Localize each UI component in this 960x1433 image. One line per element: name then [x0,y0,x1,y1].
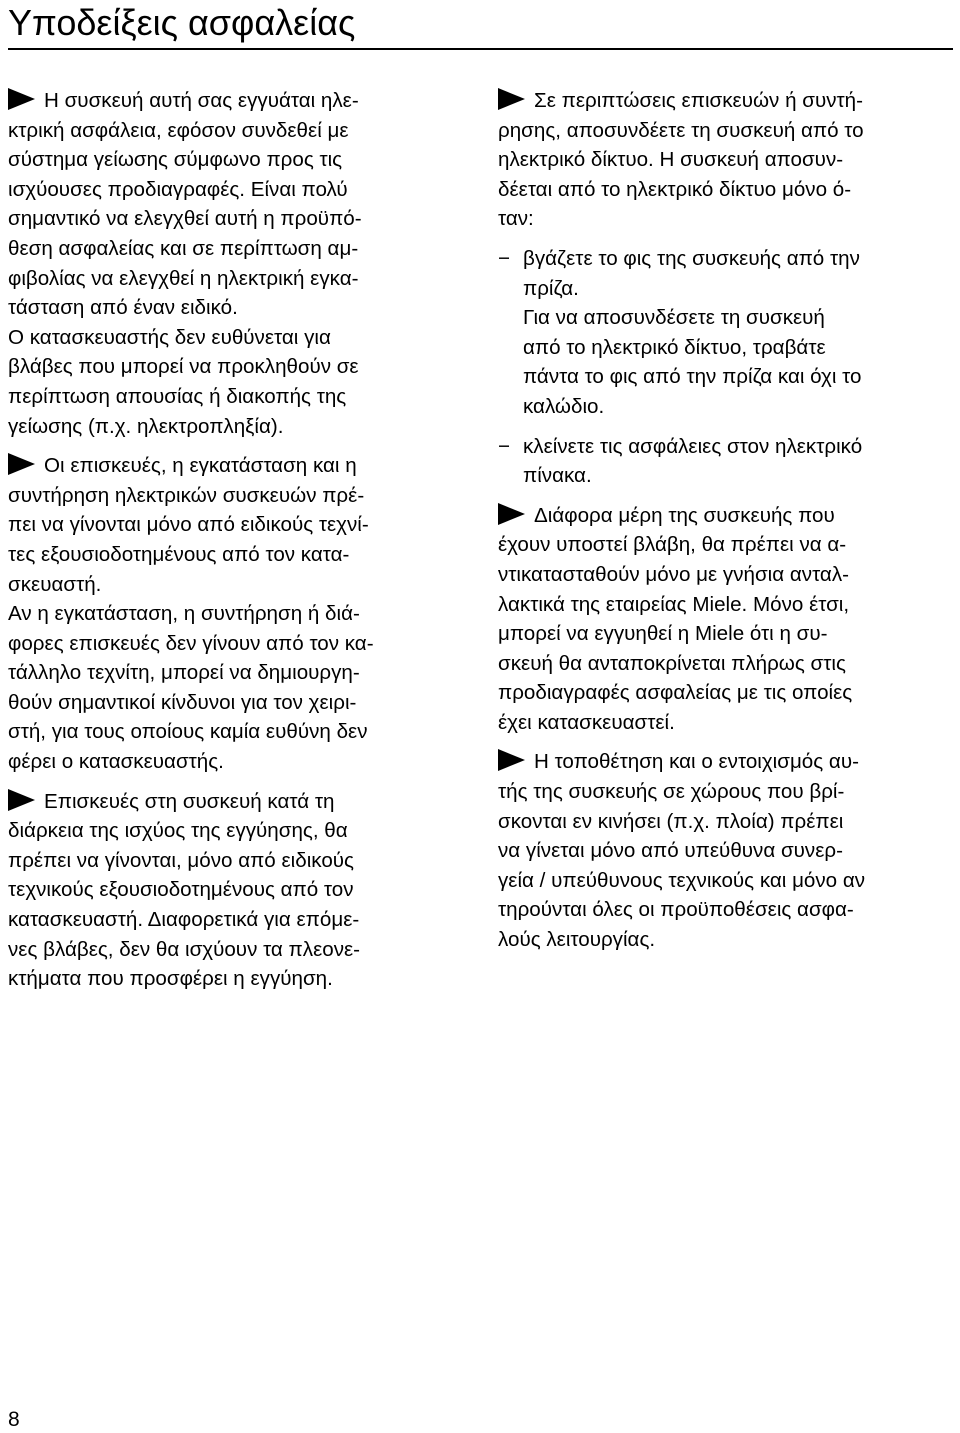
page-number: 8 [8,1408,20,1431]
bullet-triangle-icon [498,88,525,110]
safety-paragraph-spare-parts: Διάφορα μέρη της συσκευής που έχουν υποστεί βλάβη, θα πρέπει να α- ντικατασταθούν μόνο με γνήσια ανταλ- λακτικά της εταιρείας Miele. Μόνο έτσι, μπορεί να εγγυηθεί η Miele ότι η συ- σκευή θα ανταποκρίνεται πλήρως στις προδιαγραφές ασφαλείας με τις οποίες έχει κατασκευαστεί. [498,503,853,734]
page-title: Υποδείξεις ασφαλείας [8,2,356,43]
left-column [8,86,468,1004]
bullet-triangle-icon [8,789,35,811]
safety-paragraph-mobile-installation: Η τοποθέτηση και ο εντοιχισμός αυ- τής της συσκευής σε χώρους που βρί- σκονται εν κινήσει (π.χ. πλοία) πρέπει να γίνεται μόνο από υπεύθυνα συνερ- γεία / υπεύθυνους τεχνικούς και μόνο αν τηρούνται όλες οι προϋποθέσεις ασφα- λούς λειτουργίας. [498,750,866,952]
dash-list-item: − κλείνετε τις ασφάλειες στον ηλεκτρικό πίνακα. [498,432,953,491]
right-column [498,86,953,965]
safety-paragraph-warranty: Επισκευές στη συσκευή κατά τη διάρκεια της ισχύος της εγγύησης, θα πρέπει να γίνονται, μόνο από ειδικούς τεχνικούς εξουσιοδοτημένους από τον κατασκευαστή. Διαφορετικά για επόμε- νες βλάβες, δεν θα ισχύουν τα πλεονε- κτήματα που προσφέρει η εγγύηση. [8,789,361,991]
dash-marker: − [498,434,511,458]
safety-paragraph-repairs: Οι επισκευές, η εγκατάσταση και η συντήρηση ηλεκτρικών συσκευών πρέ- πει να γίνονται μόνο από ειδικούς τεχνί- τες εξουσιοδοτημένους από τον κατα- σκευαστή. [8,454,369,596]
bullet-triangle-icon [498,749,525,771]
dash-marker: − [498,246,511,270]
dash-list-item: − βγάζετε το φις της συσκευής από την πρίζα. Για να αποσυνδέσετε τη συσκευή από το ηλεκτρικό δίκτυο, τραβάτε πάντα το φις από την πρίζα και όχι το καλώδιο. [498,244,953,422]
safety-paragraph-disconnect: Σε περιπτώσεις επισκευών ή συντή- ρησης, αποσυνδέετε τη συσκευή από το ηλεκτρικό δίκτυο. Η συσκευή αποσυν- δέεται από το ηλεκτρικό δίκτυο μόνο ό- ταν: [498,89,864,231]
bullet-triangle-icon [498,503,525,525]
safety-paragraph-earthing: Η συσκευή αυτή σας εγγυάται ηλε- κτρική ασφάλεια, εφόσον συνδεθεί με σύστημα γείωσης σύμφωνο προς τις ισχύουσες προδιαγραφές. Είναι πολύ σημαντικό να ελεγχθεί αυτή η προϋπό- θεση ασφαλείας και σε περίπτωση αμ- φιβολίας να ελεγχθεί η ηλεκτρική εγκα- τάσταση από έναν ειδικό. Ο κατασκευαστής δεν ευθύνεται για βλάβες που μπορεί να προκληθούν σε περίπτωση απουσίας ή διακοπής της γείωσης (π.χ. ηλεκτροπληξία). [8,89,362,438]
bullet-triangle-icon [8,88,35,110]
safety-paragraph-repairs-risk: Αν η εγκατάσταση, η συντήρηση ή διά- φορες επισκευές δεν γίνουν από τον κα- τάλληλο τεχνίτη, μπορεί να δημιουργη- θούν σημαντικοί κίνδυνοι για τον χειρι- στή, για τους οποίους καμία ευθύνη δεν φέρει ο κατασκευαστής. [8,602,374,774]
title-rule [8,48,953,50]
bullet-triangle-icon [8,453,35,475]
